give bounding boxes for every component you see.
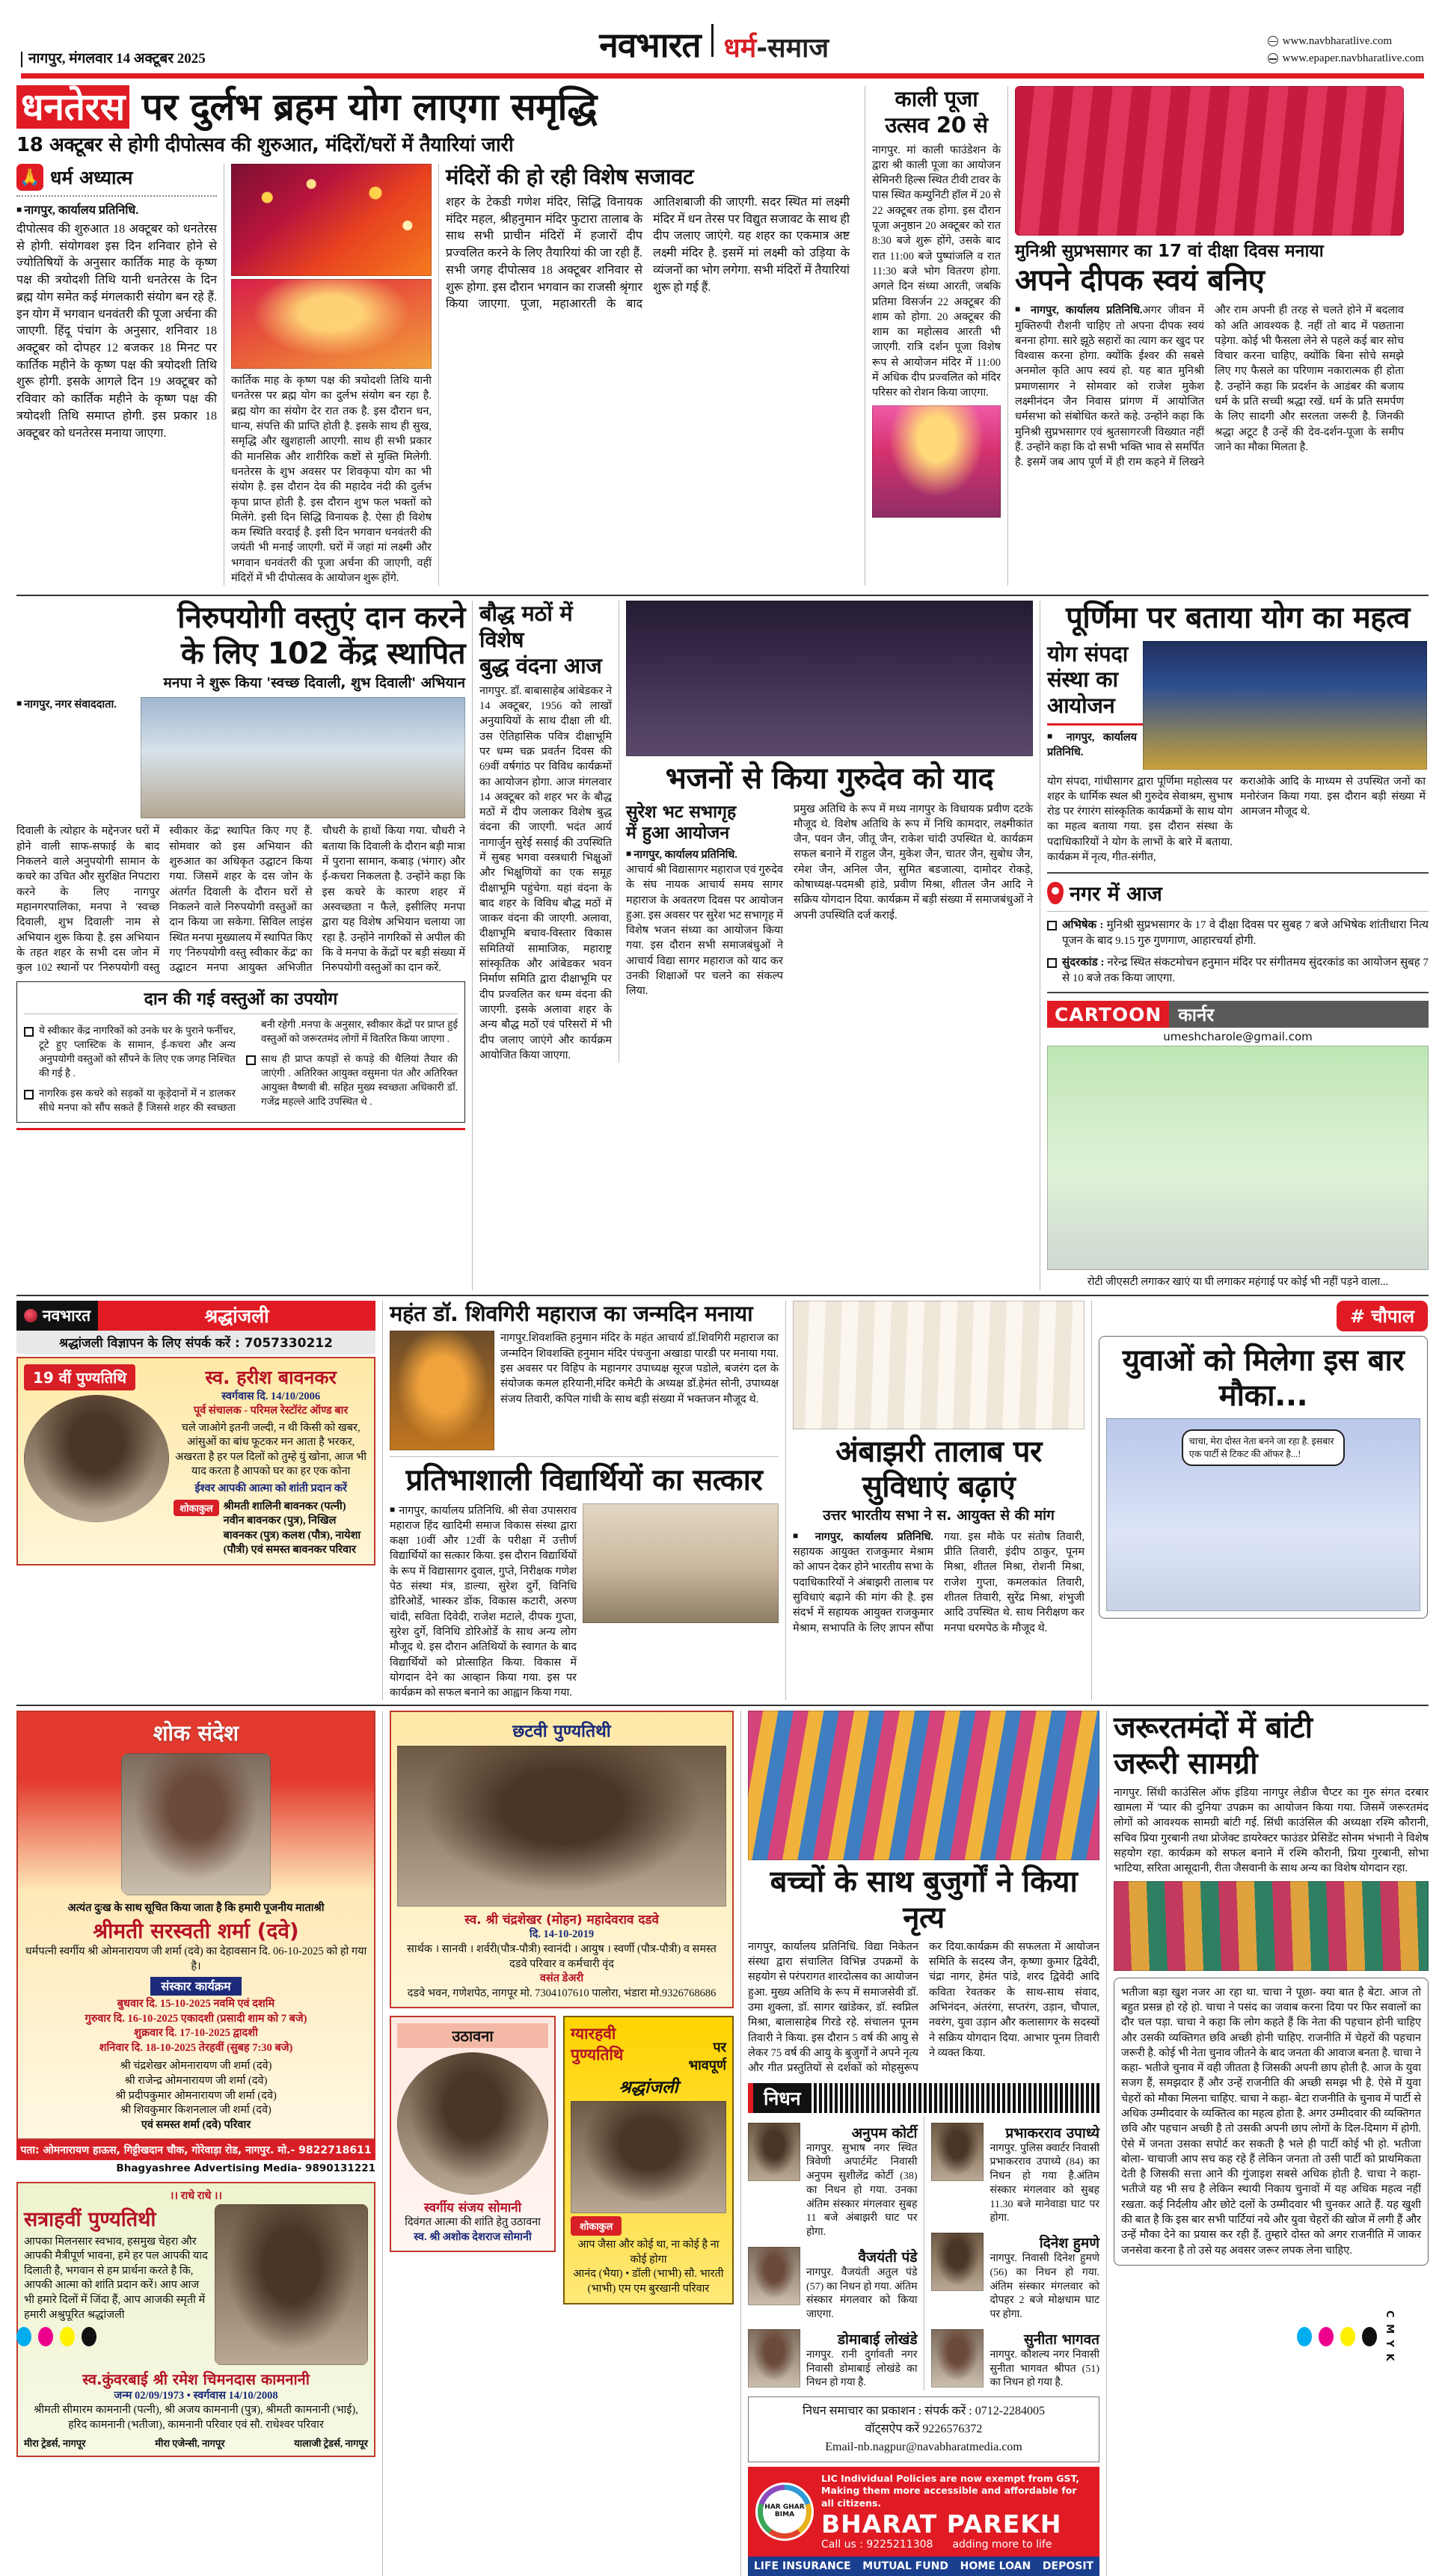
chaupal-block xyxy=(1099,1301,1428,1701)
deeksha-ceremony-photo xyxy=(1015,86,1404,236)
edition-date: नागपुर, मंगलवार 14 अक्टूबर 2025 xyxy=(21,52,206,67)
middle-column-block xyxy=(479,601,1033,1289)
bachchon-headline: बच्चों के साथ बुजुर्गों ने किया नृत्य xyxy=(770,1865,1078,1935)
checkbox-icon xyxy=(24,1027,34,1037)
uthavna-detail: स्व. श्री अशोक देशराज सोमानी xyxy=(414,2230,532,2243)
purnima-col-1 xyxy=(1047,641,1137,770)
nagar-list-item xyxy=(1047,918,1429,949)
memorial-ad-bawankar xyxy=(16,1357,375,1565)
bp-top-line: LIC Individual Policies are now exempt from GST, Making them more accessible and affordable for all citizens. xyxy=(821,2473,1080,2509)
donation-point-text: नागरिक इस कचरे को सड़कों या कूड़ेदानों में न डालकर सीधे मनपा को सौंप सकते हैं जिससे शहर की स्वच्छता बनी रहेगी .मनपा के अनुसार, स्वीकार केंद्रों पर प्राप्त हुई वस्तुओं को जरूरतमंद लोगों में वितरित किया जाएगा . xyxy=(39,1019,458,1113)
lead-body-1: दीपोत्सव की शुरुआत 18 अक्टूबर को धनतेरस से होगी. संयोगवश इस दिन शनिवार होने से ज्योतिषियों के अनुसार कार्तिक माह के कृष्ण पक्ष की त्रयोदशी तिथि यानी धनतेरस के दिन ब्रह्म योग समेत कई मंगलकारी संयोग बन रहे हैं. इन योग में भगवान धनवंतरी की पूजा अर्चना की जाएगी. हिंदू पंचांग के अनुसार, शनिवार 18 अक्टूबर को दोपहर 12 बजकर 18 मिनट पर कार्तिक महीने के कृष्ण पक्ष की त्रयोदशी तिथि शुरू होगी. इसके आगले दिन 19 अक्टूबर को रविवार को कार्तिक महीने के कृष्ण पक्ष की त्रयोदशी तिथि समाप्त होगी. इस प्रकार 18 अक्टूबर को धनतेरस मनाया जाएगा. xyxy=(16,222,217,440)
shivgiri-photo-wrap xyxy=(390,1331,494,1450)
deeksha-body xyxy=(1015,303,1404,470)
bauddh-headline-1: बौद्ध मठों में विशेष xyxy=(479,601,573,653)
satrahvi-footer-mid: मीरा एजेन्सी, नागपूर xyxy=(155,2438,225,2450)
bauddh-story xyxy=(479,601,612,1063)
lead-col-2 xyxy=(231,164,432,586)
zaroorat-headline-1: जरूरतमंदों में बांटी xyxy=(1114,1711,1313,1746)
chaupal-headline: युवाओं को मिलेगा इस बार मौका... xyxy=(1122,1343,1405,1413)
ambajhari-body-text: सहायक आयुक्त राजकुमार मेश्राम को आपन देकर होने भारतीय सभा के पदाधिकारियों ने अंबाझरी तालाब पर सुविधाएं बढ़ाने की मांग की है. इस संदर्भ में सहायक आयुक्त राजकुमार मेश्राम, सभापति के लिए ज्ञापन सौंपा गया. इस मौके पर संतोष तिवारी, प्रीति तिवारी, इंदीप ठाकुर, पूनम मिश्रा, शीतल मिश्रा, रोशनी मिश्रा, राजेश गुप्ता, कमलकांत तिवारी, शीतल तिवारी, सुरेंद्र मिश्रा, शंभुजी आदि उपस्थित थे. साथ निरीक्षण कर मनपा धरमपेठ के मौजूद थे. xyxy=(793,1530,1084,1634)
nidhan-contact-1: निधन समाचार का प्रकाशन : संपर्क करें : 0712-2284005 xyxy=(802,2405,1046,2417)
cartoon-corner xyxy=(1047,1001,1429,1289)
logo-navbharat: नवभारत xyxy=(599,25,701,65)
gyarahvi-ad xyxy=(563,2016,734,2304)
deeksha-body-text: अगर जीवन में मुक्तिरुपी रौशनी चाहिए तो अपना दीपक स्वयं बनना होगा. सारे झूठे सहारों का त्याग कर खुद पर विश्वास करना होगा. क्योंकि ईश्वर की सबसे अनमोल कृति आप स्वयं हो. यह बात मुनिश्री प्रमाणसागर ने सोमवार को राजेश मुकेश लक्ष्मीनंदन जैन निवास प्रांगण में आयोजित धर्मसभा को संबोधित करते कहे. उन्होंने कहा कि मुनिश्री सुप्रभसागर एवं श्रुतसागरजी विख्यात नहीं हैं. उन्होंने कहा कि दो सभी भक्ति भाव से समर्पित है. इसमें जब आप पूर्ण में ही राम कहने में लिखने और राम अपनी ही तरह से चलते होने में बदलाव को अति आवश्यक है. नहीं तो बाद में पछताना पड़ेगा. कोई भी फैसला लेने से पहले कई बार सोच विचार करना चाहिए, क्योंकि बिना सोचे समझे लिए गए फैसले का परिणाम नकारात्मक ही होता है. उन्होंने कहा कि प्रदर्शन के आडंबर की बजाय धर्म के प्रति सच्ची श्रद्धा रखें. धर्म के प्रति समर्पण के लिए सादगी और सरलता जरूरी है. जिनकी श्रद्धा अटूट है उन्हें की देव-दर्शन-पूजा के समीप जाने का मौका मिलता है. xyxy=(1015,304,1404,469)
yoga-group-photo xyxy=(1143,641,1427,770)
obituary-entry xyxy=(748,2123,917,2240)
epaper-url[interactable]: www.epaper.navbharatlive.com xyxy=(1282,52,1424,64)
purnima-body-left: योग संपदा, गांधीसागर द्वारा पूर्णिमा महोत्सव पर शहर के धार्मिक स्थल श्री गुरुदेव सेवाश्रम, सुभाष रोड पर रंगारंग सांस्कृतिक कार्यक्रमों के साथ योग का महत्व बताया गया. इस दौरान संस्था के पदाधिकारियों ने योग के लाभों के बारे में बताया. कार्यक्रम में नृत्य, गीत-संगीत, xyxy=(1047,775,1233,864)
right-column-block xyxy=(1047,601,1429,1289)
masthead-logo xyxy=(599,21,829,67)
cartoonist-email[interactable]: umeshcharole@gmail.com xyxy=(1163,1030,1313,1044)
shok-family: एवं समस्त शर्मा (दवे) परिवार xyxy=(141,2118,251,2131)
manpa-subhead: मनपा ने शुरू किया 'स्वच्छ दिवाली, शुभ दिवाली' अभियान xyxy=(163,674,465,691)
lead-subhead: 18 अक्टूबर से होगी दीपोत्सव की शुरुआत, मंदिरों/घरों में तैयारियां जारी xyxy=(16,134,514,156)
checkbox-icon xyxy=(1047,921,1057,930)
bharat-parekh-ad[interactable] xyxy=(748,2467,1099,2557)
bhajan-body-left: आचार्य श्री विद्यासागर महाराज एवं गुरुदेव के संघ नायक आचार्य समय सागर महाराज के अवतरण दिवस पर आयोजन हुआ. इस अवसर पर सुरेश भट सभागृह में विशेष भजन संध्या का आयोजन किया गया. इस दौरान सभी समाजबंधुओं ने आचार्य विद्या सागर महाराज को याद कर उनकी शिक्षाओं पर चलने का संकल्प लिया. xyxy=(626,863,783,998)
chaupal-body: भतीजा बड़ा खुश नजर आ रहा था. चाचा ने पूछा- क्या बात है बेटा. आज तो बहुत प्रसन्न हो रहे हो. चाचा ने पसंद का जवाब करना दिया पर फिर सवालों का दौर चल पड़ा. चाचा ने कहा कि लोग कहते हैं कि नेता की पहचान होनी चाहिए और उसकी व्यक्तिगत छवि अच्छी होनी चाहिए. राजनीति में चेहरों की पहचान जरूरी है. कोई भी नेता चुनाव जीतने के बाद जनता की आवाज बनता है. चाचा ने कहा- भतीजे चुनाव में वही जीतता है जिसकी अपनी छाप होती है. आज के युवा सजग हैं, समझदार हैं और उन्हें राजनीति की अच्छी समझ भी है. ऐसे में युवा चेहरों को मौका मिलना चाहिए. चाचा ने कहा- बेटा राजनीति के चुनाव में पार्टी से अधिक उम्मीदवार के व्यक्तित्व का महत्व होता है. अगर उम्मीदवार की व्यक्तिगत छवि और पहचान अच्छी है तो उसकी अपनी छाप लोगों के दिल-दिमाग में होगी. ऐसे में जनता उसका सपोर्ट कर सकती है भले ही पार्टी कोई भी हो. भतीजा बोला- चाचाजी आप सच कह रहे हैं लेकिन जनता तो उसी पार्टी को प्राथमिकता देती है जिसकी सत्ता आने की गुंजाइश सबसे अधिक होती है. चाचा ने कहा- भतीजे यह भी सच है लेकिन स्थायी निकाय चुनावों में यह अधिक महत्व नहीं रखता. कई निर्दलीय और छोटे दलों के उम्मीदवार भी चुनकर आते हैं. यह खुशी की बात है कि इस बार सभी पार्टियां नये और युवा चेहरों की खोज में लगी हैं और उन्हें मौका देने का प्रयास कर रही हैं. तुम्हारे दोस्त को अगर राजनीति में जाकर जनसेवा करना है तो उसे यह अवसर जरूर लपक लेना चाहिए. xyxy=(1121,1986,1421,2257)
cartoon-label-en: CARTOON xyxy=(1047,1001,1169,1028)
seal-text: HAR GHAR BIMA xyxy=(763,2490,806,2533)
donation-box-title: दान की गई वस्तुओं का उपयोग xyxy=(144,990,338,1010)
lead-story xyxy=(16,86,858,586)
bhajan-body-right: प्रमुख अतिथि के रूप में मध्य नागपुर के विधायक प्रवीण दटके मौजूद थे. विशेष अतिथि के रूप में निधि कामदार, लक्ष्मीकांत जैन, पवन जैन, जीतू जैन, राकेश चांदी उपस्थित थे. कार्यक्रम सफल बनाने में राहुल जैन, मुकेश जैन, चातर जैन, सुबोध जैन, रमेश जैन, अनिल जैन, सुमित बडजात्या, दामोदर रोकड़े, कोषाध्यक्ष-पदमश्री हांडे, प्रवीण मिश्रा, शीतल जैन आदि ने सक्रिय योगदान दिया. कार्यक्रम में बड़ी संख्या में समाजबंधुओं ने अपनी उपस्थिति दर्ज कराई. xyxy=(794,803,1033,921)
shok-box xyxy=(16,1711,375,2140)
obituary-text: नागपुर. वैजयंती अतुल पंडे (57) का निधन हो गया. अंतिम संस्कार मंगलवार को किया जाएगा. xyxy=(806,2266,918,2320)
diwali-lamps-photo xyxy=(231,164,432,276)
ambajhari-headline: अंबाझरी तालाब पर सुविधाएं बढ़ाएं xyxy=(835,1434,1042,1504)
chaupal-cartoon xyxy=(1106,1418,1420,1611)
top-section xyxy=(16,86,1429,586)
shok-son-1: श्री चंद्रशेखर ओमनारायण जी शर्मा (दवे) xyxy=(120,2060,272,2073)
donation-point xyxy=(24,1024,236,1081)
satrahvi-name: स्व.कुंवरबाई श्री रमेश चिमनदास कामनानी xyxy=(82,2370,310,2388)
shivgiri-body-wrap xyxy=(500,1331,779,1450)
ambajhari-kicker: उत्तर भारतीय सभा ने स. आयुक्त से की मांग xyxy=(823,1506,1055,1524)
manpa-headline-2: के लिए 102 केंद्र स्थापित xyxy=(180,636,465,671)
bhajan-subhead-2: में हुआ आयोजन xyxy=(626,823,730,843)
nagar-item-label: सुंदरकांड : xyxy=(1062,957,1105,969)
website-url[interactable]: www.navbharatlive.com xyxy=(1282,34,1393,47)
nidhan-contact-2: वॉट्सऐप करें 9226576372 xyxy=(865,2423,983,2435)
masthead-urls xyxy=(1268,33,1424,68)
checkbox-icon xyxy=(1047,958,1057,968)
obituary-photo xyxy=(748,2123,800,2181)
memorial-name: स्व. हरीश बावनकर xyxy=(205,1366,337,1388)
bp-service: LIFE INSURANCE xyxy=(753,2560,851,2572)
nidhan-contact-email[interactable]: Email-nb.nagpur@navabharatmedia.com xyxy=(825,2441,1022,2453)
obituary-photo xyxy=(931,2123,984,2181)
radhe-radhe: ।। राधे राधे ।। xyxy=(169,2190,223,2203)
nidhan-contact-box xyxy=(748,2396,1099,2462)
bp-tagline: adding more to life xyxy=(952,2538,1052,2551)
zaroorat-chaupal-column xyxy=(1114,1711,1429,2575)
black-dot xyxy=(82,2327,96,2346)
shraddhanjali-header xyxy=(16,1301,375,1331)
globe-icon xyxy=(1268,36,1278,46)
masthead xyxy=(16,0,1429,72)
purnima-byline-text: नागपुर, कार्यालय प्रतिनिधि. xyxy=(1047,731,1137,759)
deeksha-kicker: मुनिश्री सुप्रभसागर का 17 वां दीक्षा दिवस मनाया xyxy=(1015,242,1324,261)
gyarahvi-family: आनंद (भैया) • डॉली (भाभी) सौ. भारती (भाभी) एम एम बुरखानी परिवार xyxy=(573,2268,724,2295)
donation-point-text: साथ ही प्राप्त कपड़ों से कपड़े की थैलियां तैयार की जाएंगी . अतिरिक्त आयुक्त वसुमना पंत और अतिरिक्त आयुक्त वैष्णवी बी. सहित मुख्य स्वच्छता अधिकारी डॉ. गजेंद्र महल्ले आदि उपस्थित थे . xyxy=(261,1053,458,1107)
manpa-story xyxy=(16,601,465,1289)
gyarahvi-line-3: पर xyxy=(713,2040,726,2056)
obituary-name: दिनेश हुमणे xyxy=(1039,2235,1099,2251)
nagar-mein-aaj-box xyxy=(1047,872,1429,993)
location-pin-icon xyxy=(1047,882,1064,904)
manpa-byline-text: नागपुर, नगर संवाददाता. xyxy=(24,699,117,711)
magenta-dot xyxy=(1319,2327,1334,2346)
har-ghar-bima-seal xyxy=(755,2483,814,2541)
cmyk-dots-right xyxy=(1297,2310,1429,2363)
lead-byline xyxy=(16,203,217,220)
obituary-name: सुनीता भागवत xyxy=(1023,2331,1099,2348)
satrahvi-badge: सत्राहवीं पुण्यतिथी xyxy=(24,2207,156,2231)
pratibhashali-felicitation-photo xyxy=(583,1503,779,1623)
gyarahvi-line-1: ग्यारहवी xyxy=(571,2025,616,2043)
satrahvi-family: श्रीमती सीमारम कामनानी (पत्नी), श्री अजय कामनानी (पुत्र), श्रीमती कामनानी (भाई), हरिद कामनानी (भतीजा), कामनानी परिवार एवं सौ. राधेश्वर परिवार xyxy=(34,2404,358,2431)
cmyk-label: C M Y K xyxy=(1384,2310,1395,2363)
purnima-headline: पूर्णिमा पर बताया योग का महत्व xyxy=(1066,601,1410,636)
nidhan-header xyxy=(748,2083,1099,2113)
memorial-verse: चले जाओगे इतनी जल्दी, न थी किसी को खबर, आंसुओं का बांध फूटकर मन आता है भरकर, अखरता है हर पल दिलों को तुम्हे युं खोना, आज भी याद करता है आपको घर का हर एक कोना xyxy=(175,1421,367,1478)
purnima-body-left-wrap xyxy=(1047,774,1233,865)
memorial-date: स्वर्गवास दि. 14/10/2006 xyxy=(221,1390,321,1402)
shardotsav-photo xyxy=(748,1711,1099,1860)
checkbox-icon xyxy=(246,1055,256,1065)
obituary-name: डोमाबाई लोखंडे xyxy=(837,2331,918,2348)
kali-body: नागपुर. मां काली फाउंडेशन के द्वारा श्री काली पूजा का आयोजन सेमिनरी हिल्स स्थित टीवी टावर के पास स्थित कम्युनिटी हॉल में 20 से 22 अक्टूबर तक होगा. इस दौरान पूजा अनुष्ठान 20 अक्टूबर को रात 8:30 बजे शुरू होंगे, उसके बाद रात 11:00 बजे पुष्पांजलि व रात 11:30 बजे भोग वितरण होगा. अगले दिन संध्या आरती, जबकि प्रतिमा विसर्जन 22 अक्टूबर की शाम को होगा. 20 अक्टूबर की शाम का महोत्सव आरती भी जाएगी. रात्रि दर्शन पूजा विशेष रूप से आयोजन मंदिर में 11:00 में अधिक दीप प्रज्वलित को मंदिर परिसर को रोशन किया जाएगा. xyxy=(872,144,1001,399)
bauddh-body: नागपुर. डॉ. बाबासाहेब आंबेडकर ने 14 अक्टूबर, 1956 को लाखों अनुयायियों के साथ दीक्षा ली थी. उस ऐतिहासिक पवित्र दीक्षाभूमि पर धम्म चक्र प्रवर्तन दिवस की 69वीं वर्षगांठ पर विविध कार्यक्रमों का आयोजन होगा. आज मंगलवार 14 अक्टूबर को शहर भर के बौद्ध मठों में दीप जलाकर विशेष बुद्ध वंदना की जाएगी. भदंत आर्य नागार्जुन सुरेई ससाई की उपस्थिति में सुबह भगवा वस्त्रधारी भिक्षुओं और भिक्षुणियों का एक समूह दीक्षाभूमि पहुंचेगा. यहां वंदना के बाद शहर के विविध बौद्ध मठों में जाकर वंदना की जाएगी. अलावा, दीक्षाभूमि बचाव-विस्तार विकास समितियों सामाजिक, महाराष्ट्र सांस्कृतिक और आंबेडकर भवन निर्माण समिति द्वारा दीक्षाभूमि पर दीप प्रज्वलित कर धम्म वंदना की जाएगी. इसके अलावा शहर के अन्य बौद्ध मठों एवं परिसरों में भी दीप जलाए जाएंगे और कार्यक्रम आयोजित किया जाएगा. xyxy=(479,684,612,1061)
bp-service: MUTUAL FUND xyxy=(862,2560,948,2572)
lead-col-1 xyxy=(16,164,217,586)
mandir-headline: मंदिरों की हो रही विशेष सजावट xyxy=(446,164,694,190)
memorial-portrait xyxy=(24,1395,169,1522)
donation-point-text: ये स्वीकार केंद्र नागरिकों को उनके घर के पुराने फर्नीचर, टूटे हुए प्लास्टिक के सामान, ई-कचरा और अन्य अनुपयोगी वस्तुओं को सौंपने के लिए एक जगह निश्चित की गई है . xyxy=(39,1025,236,1079)
obituary-entry xyxy=(931,2123,1099,2227)
shivgiri-headline: महंत डॉ. शिवगिरी महाराज का जन्मदिन मनाया xyxy=(390,1300,753,1326)
bauddh-headline-2: बुद्ध वंदना आज xyxy=(479,652,602,678)
zaroorat-body: नागपुर. सिंधी काउंसिल ऑफ इंडिया नागपुर लेडीज चैप्टर का गुरु संगत दरबार खामला में 'प्यार की दुनिया' उपक्रम का आयोजन किया गया. जिसमें जरूरतमंद लोगों को आवश्यक सामग्री बांटी गई. सिंधी काउंसिल की अध्यक्षा रश्मि कौरानी, सचिव प्रिया गुरबानी तथा प्रोजेक्ट डायरेक्टर फाउंडर प्रेसिडेंट सोनम भंभानी ने विशेष सहयोग रहा. कार्यक्रम को सफल बनाने में रश्मि कौरानी, प्रिया गुरबानी, सोभा भाटिया, सरिता आसूदानी, रीता जैसवानी के साथ अन्य का विशेष योगदान रहा. xyxy=(1114,1786,1429,1875)
gyarahvi-script: श्रद्धांजली xyxy=(619,2078,678,2098)
lakshmi-idol-photo xyxy=(231,279,432,369)
pratibhashali-headline: प्रतिभाशाली विद्यार्थियों का सत्कार xyxy=(405,1463,763,1498)
bachchon-body: नागपुर, कार्यालय प्रतिनिधि. विद्या निकेतन संस्था द्वारा संचालित विभिन्न उपक्रमों के सहयोग से परंपरागत शारदोत्सव का आयोजन हुआ. मुख्य अतिथि के रूप में समाजसेवी डॉ. उमा शुक्ला, डॉ. सागर खांडेकर, डॉ. स्वप्निल मिश्रा, बालासाहेब गिरडे रहे. संचालन पूनम तिवारी ने किया. इस दौरान 5 वर्ष की आयु से लेकर 75 वर्ष की आयु के बुजुर्गों ने अपने नृत्य और गीत प्रस्तुतियों से दर्शकों को मोहसुरूप कर दिया.कार्यक्रम की सफलता में आयोजन समिति के सदस्य जैन, कृष्णा कुमार द्विवेदी, चंद्रा नागर, हेमंत पांडे, शरद द्विवेदी आदि कविता रेवतकर के साथ-साथ संवाद, अभिनंदन, अंतरंगा, सप्तरंग, उड़ान, चौपाल, नवरंग, युवा उड़ान और कलासागर के सदस्यों ने सक्रिय योगदान दिया. आभार पूनम तिवारी ने व्यक्त किया. xyxy=(748,1940,1099,2075)
gyarahvi-body: आप जैसा और कोई था, ना कोई है ना कोई होगा xyxy=(577,2239,720,2266)
globe-icon xyxy=(1268,53,1278,64)
bp-call: Call us : 9225211308 xyxy=(821,2538,933,2551)
shok-agency: Bhagyashree Advertising Media- 9890131221 xyxy=(116,2162,375,2175)
manpa-body: दिवाली के त्योहार के मद्देनजर घरों में होने वाली साफ-सफाई के बाद निकलने वाले अनुपयोगी सामान के कचरे का उचित और सुरक्षित निपटारा करने के लिए नागपुर महानगरपालिका, मनपा ने 'स्वच्छ दिवाली, शुभ दिवाली' नाम से अभियान शुरू किया है. इस अभियान के तहत शहर के सभी दस जोन में कुल 102 स्थानों पर 'निरुपयोगी वस्तु स्वीकार केंद्र' स्थापित किए गए हैं. सोमवार को इस अभियान की शुरुआत का अधिकृत उद्घाटन किया गया. जिसमें शहर के दस जोन के अंतर्गत दिवाली के दौरान घरों से निकलने वाले निरुपयोगी वस्तुओं का दान किया जा सकेगा. सिविल लाइंस स्थित मनपा मुख्यालय में स्थापित किए गए 'निरुपयोगी वस्तु स्वीकार केंद्र' का उद्घाटन मनपा आयुक्त अभिजीत चौधरी के हाथों किया गया. चौधरी ने बताया कि दिवाली के दौरान बड़ी मात्रा में पुराना सामान, कबाड़ (भंगार) और ई-कचरा निकलता है. उन्होंने कहा कि इस कचरे के कारण शहर में अस्वच्छता न फैले, इसीलिए मनपा द्वारा यह विशेष अभियान चलाया जा रहा है. उन्होंने नागरिकों से अपील की कि वे मनपा के केंद्रों पर बड़ी संख्या में निरुपयोगी वस्तुओं का दान करें. xyxy=(16,825,465,975)
lead-headline-highlight: धनतेरस xyxy=(16,85,129,129)
bhajan-subhead-1: सुरेश भट सभागृह xyxy=(626,802,737,822)
obituary-name: अनुपम कोर्टी xyxy=(851,2124,918,2141)
obituary-text: नागपुर. निवासी दिनेश हुमणे (56) का निधन हो गया. अंतिम संस्कार मंगलवार को दोपहर 2 बजे मोक्षधाम घाट पर होगा. xyxy=(990,2253,1099,2320)
second-section xyxy=(16,601,1429,1289)
lead-col-3 xyxy=(446,164,850,586)
zaroorat-distribution-photo xyxy=(1114,1881,1429,1971)
chhatvi-portrait xyxy=(397,1746,726,1907)
memorial-family: श्रीमती शालिनी बावनकर (पत्नी) नवीन बावनकर (पुत्र), निखिल बावनकर (पुत्र) कलश (पौत्र), नायेशा (पौत्री) एवं समस्त बावनकर परिवार xyxy=(223,1500,361,1557)
memorial-ads-column xyxy=(390,1711,734,2575)
obituary-photo xyxy=(748,2247,800,2305)
lead-headline-rest: पर दुर्लभ ब्रहम योग लाएगा समृद्धि xyxy=(129,85,597,129)
manpa-byline xyxy=(16,697,135,712)
nagar-item-text: नरेन्द्र स्थित संकटमोचन हनुमान मंदिर पर संगीतमय सुंदरकांड का आयोजन सुबह 7 से 10 बजे तक किया जाएगा. xyxy=(1062,957,1429,985)
shraddhanjali-title: श्रद्धांजली xyxy=(98,1301,375,1331)
pratibhashali-body: ■ नागपुर, कार्यालय प्रतिनिधि. श्री सेवा उपासराव महाराज हिंद खादिमी समाज विकास संस्था द्वारा कक्षा 10वीं और 12वीं के परीक्षा में उत्तीर्ण विद्यार्थियों का सत्कार किया. इस दौरान विद्यार्थियों के रूप में विद्यासागर दुवाल, गुप्ते, निरीक्षक गणेश पेठ संस्था मंत्र, डाल्या, सुरेश दुर्गे, विनिधि डोरिओर्डे, भास्कर डोंक, विकास कटारी, अरुण चांदी, सविता दिवेदी, राजेश मटाले, दीपक गुप्ता, सुरेश दुर्गे, विनिधि डोरिओर्डे के साथ अन्य लोग मौजूद थे. इस दौरान अतिथियों के स्वागत के बाद विद्यार्थियों को प्रोत्साहित किया. विकास में योगदान देने का आव्हान किया गया. इस पर कार्यक्रम को सफल बनाने का आह्वान किया गया. xyxy=(390,1503,577,1701)
masthead-rule xyxy=(21,73,1424,79)
chhatvi-address: दडवे भवन, गणेशपेठ, नागपूर मो. 7304107610 पालोरा, भंडारा मो.9326768686 xyxy=(407,1987,717,1999)
obituary-text: नागपुर. पुलिस क्वार्टर निवासी प्रभाकरराव उपाध्ये (84) का निधन हो गया है.अंतिम संस्कार मंगलवार को सुबह 11.30 बजे मानेवाडा घाट पर होगा. xyxy=(990,2142,1099,2224)
bhajan-story xyxy=(626,601,1033,1063)
bp-services-strip xyxy=(748,2557,1099,2576)
lead-byline-text: नागपुर, कार्यालय प्रतिनिधि. xyxy=(24,204,139,218)
bhajan-byline-text: नागपुर, कार्यालय प्रतिनिधि. xyxy=(633,848,737,861)
nidhan-stripes xyxy=(812,2083,1099,2113)
cartoon-caption: रोटी जीएसटी लगाकर खाएं या घी लगाकर महंगाई पर कोई भी नहीं पड़ने वाला... xyxy=(1087,1276,1389,1289)
nagar-title: नगर में आज xyxy=(1070,883,1162,907)
chaupal-tag: # चौपाल xyxy=(1337,1301,1428,1331)
ambajhari-body xyxy=(793,1530,1084,1636)
purnima-body-right: कराओके आदि के माध्यम से उपस्थित जनों का मनोरंजन किया गया. इस दौरान बड़ी संख्या में आमजन मौजूद थे. xyxy=(1240,775,1426,818)
shok-program-4: शनिवार दि. 18-10-2025 तेरहवीं (सुबह 7:30 बजे) xyxy=(99,2041,293,2054)
bhajan-col-2 xyxy=(794,802,1033,999)
logo-section xyxy=(724,28,829,65)
cyan-dot xyxy=(16,2327,31,2346)
shok-title: शोक संदेश xyxy=(153,1720,239,1747)
deeksha-headline: अपने दीपक स्वयं बनिए xyxy=(1015,263,1265,298)
shok-line-1: अत्यंत दुःख के साथ सूचित किया जाता है कि हमारी पूजनीय माताश्री xyxy=(67,1902,325,1915)
shok-program-2: गुरुवार दि. 16-10-2025 एकादशी (प्रसादी शाम को 7 बजे) xyxy=(85,2012,307,2025)
deeksha-byline: नागपुर, कार्यालय प्रतिनिधि. xyxy=(1031,304,1143,317)
memorial-blessing: ईश्वर आपकी आत्मा को शांती प्रदान करें xyxy=(194,1482,347,1494)
shraddhanjali-brand xyxy=(16,1301,98,1331)
nagar-list-item xyxy=(1047,955,1429,987)
shok-program-title: संस्कार कार्यक्रम xyxy=(150,1977,241,1996)
cartoon-header xyxy=(1047,1001,1429,1028)
bhajan-headline: भजनों से किया गुरुदेव को याद xyxy=(665,761,994,797)
lead-body-2: कार्तिक माह के कृष्ण पक्ष की त्रयोदशी तिथि यानी धनतेरस पर ब्रह्म योग का दुर्लभ संयोग बन रहा है. ब्रह्म योग का संयोग देर रात तक है. इस दौरान धन, धान्य, संपत्ति की प्राप्ति होती है. इसके साथ ही सुख, समृद्धि और खुशहाली आएगी. साथ ही सभी प्रकार की मानसिक और शारीरिक कष्टों से मुक्ति मिलेगी. धनतेरस के शुभ अवसर पर शिवकृपा योग का भी संयोग है. इस दौरान देव की महादेव नंदी की दुर्लभ कृपा प्राप्त होती है. इस दौरान शुभ फल भक्तों को मिलेंगे. इसी दिन सिद्धि विनायक है. ऐसा ही विशेष कम स्थिति वरदाई है. इसी दिन भगवान धनवंतरी की जयंती भी मनाई जाएगी. घरों में जहां मां लक्ष्मी और भगवान धनवंतरी की पूजा अर्चना की जाएगी, वहीं मंदिरों में भी दीपोत्सव के आयोजन शुरू होंगे. xyxy=(231,375,432,585)
shok-name: श्रीमती सरस्वती शर्मा (दवे) xyxy=(93,1919,299,1944)
obituary-name: प्रभाकरराव उपाध्ये xyxy=(1005,2124,1099,2141)
third-section xyxy=(16,1301,1429,1701)
nagar-header xyxy=(1047,879,1429,907)
purnima-body-right-wrap xyxy=(1240,774,1426,865)
bp-service: DEPOSIT xyxy=(1042,2560,1094,2572)
logo-section-red: धर्म xyxy=(723,33,757,64)
purnima-subhead: योग संपदा संस्था का आयोजन xyxy=(1047,640,1128,719)
kali-headline: काली पूजा उत्सव 20 से xyxy=(885,86,988,138)
cartoon-gst-illustration xyxy=(1047,1046,1429,1270)
obituary-text: नागपुर. रानी दुर्गावती नगर निवासी डोमाबाई लोखंडे का निधन हो गया है. xyxy=(806,2349,918,2389)
shok-son-3: श्री प्रदीपकुमार ओमनारायण जी शर्मा (दवे) xyxy=(115,2089,277,2102)
footer xyxy=(16,2310,1429,2363)
chaupal-speech-bubble: चाचा, मेरा दोस्त नेता बनने जा रहा है. इसबार एक पार्टी से टिकट की ऑफर है...! xyxy=(1182,1429,1345,1466)
shraddhanjali-contact: श्रद्धांजली विज्ञापन के लिए संपर्क करें : 7057330212 xyxy=(16,1331,375,1354)
fourth-section xyxy=(16,1711,1429,2575)
tag-underline xyxy=(16,195,217,197)
uthavna-title: उठावना xyxy=(397,2023,548,2048)
lead-headline xyxy=(16,86,858,129)
obituary-text: नागपुर. कौशल्य नगर निवासी सुनीता भागवत श्रीपत (51) का निधन हो गया है. xyxy=(990,2349,1099,2389)
logo-section-dark: -समाज xyxy=(756,33,829,64)
bp-service: HOME LOAN xyxy=(960,2560,1031,2572)
chaupal-tag-wrap xyxy=(1099,1301,1428,1331)
manpa-photo-wrap xyxy=(141,697,465,818)
shok-program-1: बुधवार दि. 15-10-2025 नवमि एवं दशमि xyxy=(117,1998,275,2011)
ambajhari-delegation-photo xyxy=(793,1301,1084,1429)
chaupal-box xyxy=(1099,1336,1428,1619)
black-dot xyxy=(1362,2327,1377,2346)
uthavna-portrait xyxy=(397,2052,548,2195)
section-tag-label: धर्म अध्यात्म xyxy=(50,167,133,189)
gyarahvi-portrait xyxy=(571,2101,726,2213)
shok-line-2: धर्मपत्नी स्वर्गीय श्री ओमनारायण जी शर्मा (दवे) का देहावसान दि. 06-10-2025 को हो गया है। xyxy=(25,1945,367,1972)
shok-son-4: श्री शिवकुमार किशनलाल जी शर्मा (दवे) xyxy=(120,2104,271,2117)
nagar-item-label: अभिषेक : xyxy=(1062,919,1104,932)
magenta-dot xyxy=(38,2327,53,2346)
nidhan-red-bar xyxy=(748,2083,753,2113)
obituary-name: वैजयंती पंडे xyxy=(858,2248,918,2266)
shok-program-3: शुक्रवार दि. 17-10-2025 द्वादशी xyxy=(134,2027,258,2040)
shraddhanjali-brand-text: नवभारत xyxy=(43,1306,91,1325)
satrahvi-verse: आपका मिलनसार स्वभाव, हसमुख चेहरा और आपकी मैत्रीपूर्ण भावना, हमे हर पल आपकी याद दिलाती है, भगवान से हम प्रार्थना करते है कि, आपकी आत्मा को शांति प्रदान करें। आप आज भी हमारे दिलों में जिंदा हैं, आप आजकी स्मृती में हमारी अश्रुपूरित श्रद्धांजली xyxy=(24,2235,208,2321)
gyarahvi-line-2: पुण्यतिथि xyxy=(571,2046,624,2064)
chhatvi-ad xyxy=(390,1711,734,2008)
bhajan-byline xyxy=(626,847,783,862)
bhajan-stage-photo xyxy=(626,601,1033,756)
obituary-photo xyxy=(931,2233,984,2291)
gyarahvi-shokakul: शोकाकुल xyxy=(571,2216,622,2236)
logo-divider xyxy=(711,24,714,57)
durga-idol-photo xyxy=(872,405,1001,518)
rose-icon xyxy=(24,1309,37,1322)
chhatvi-name: स्व. श्री चंद्रशेखर (मोहन) महादेवराव दडवे xyxy=(464,1913,659,1928)
uthavna-ad xyxy=(390,2016,556,2304)
donation-box xyxy=(16,981,465,1122)
satrahvi-dates: जन्म 02/09/1973 • स्वर्गवास 14/10/2008 xyxy=(114,2389,278,2402)
shokakul-tag: शोकाकुल xyxy=(174,1500,218,1516)
mandir-body: शहर के टेकडी गणेश मंदिर, सिद्धि विनायक मंदिर महल, श्रीहनुमान मंदिर फुटारा तालाब के साथ सभी प्राचीन मंदिरों में हजारों दीप प्रज्वलित करने के लिए तैयारियां की जा रही हैं. सभी जगह दीपोत्सव 18 अक्टूबर शनिवार से शुरू होगा. इस दौरान भगवान का राजसी श्रृंगार किया जाएगा. पूजा, महाआरती के बाद आतिशबाजी की जाएगी. सदर स्थित मां लक्ष्मी मंदिर में धन तेरस पर विद्युत सजावट के साथ ही दीप जलाए जाएंगे. यह शहर का एकमात्र अष्ट लक्ष्मी मंदिर है. इसमें मां लक्ष्मी को उड़िया के व्यंजनों का भोग लगेगा. सभी मंदिरों में तैयारियां शुरू हो गई हैं. xyxy=(446,195,850,311)
shivgiri-block xyxy=(390,1301,779,1701)
obituary-text: नागपुर. सुभाष नगर स्थित त्रिवेणी अपार्टमेंट निवासी अनुपम सुशीलेंद्र कोर्टी (38) का निधन हो गया. उनका अंतिम संस्कार मंगलवार सुबह 11 बजे अंबाझरी घाट पर होगा. xyxy=(806,2142,918,2238)
checkbox-icon xyxy=(24,1090,34,1100)
cyan-dot xyxy=(1297,2327,1312,2346)
bhajan-col-1 xyxy=(626,802,783,999)
satrahvi-footer-right: यालाजी ट्रेडर्स, नागपूर xyxy=(294,2438,368,2450)
chhatvi-badge: छटवी पुण्यतिथी xyxy=(512,1722,611,1742)
ambajhari-byline: नागपुर, कार्यालय प्रतिनिधि. xyxy=(814,1530,933,1543)
chaupal-text-box xyxy=(1114,1978,1429,2266)
url-row-2[interactable] xyxy=(1268,50,1424,67)
chhatvi-family: सार्थक । सानवी । शर्वरी(पौत्र-पौत्री) स्वानंदी । आयुष । स्वर्णी (पौत्र-पौत्री) व समस्त दडवे परिवार व कर्मचारी वृंद xyxy=(407,1943,717,1970)
uthavna-name: स्वर्गीय संजय सोमानी xyxy=(423,2201,521,2216)
pratibhashali-photo-wrap xyxy=(583,1503,779,1701)
url-row-1[interactable] xyxy=(1268,33,1424,50)
ambajhari-story xyxy=(793,1301,1084,1701)
shok-address: पता: ओमनारायण हाऊस, गिट्टीखदान चौक, गोरेवाड़ा रोड, नागपुर. मो.- 9822718611 xyxy=(16,2140,375,2160)
shivgiri-body: नागपुर.शिवशक्ति हनुमान मंदिर के महंत आचार्य डॉ.शिवगिरी महाराज का जन्मदिन शिवशक्ति हनुमान मंदिर पंचजुना अखाडा पारडी पर मनाया गया. इस अवसर पर विहिप के महानगर उपाध्यक्ष सूरज पडोले, बजरंग दल के संयोजक कमल हरियानी,मंदिर कमेटी के अध्यक्ष डॉ.हेमंत सोनी, उपाध्यक्ष संजय तिवारी, कपिल गांधी के साथ बड़ी संख्या में भक्तजन मौजूद थे. xyxy=(500,1332,779,1405)
memorial-left xyxy=(24,1364,169,1558)
obituary-entry xyxy=(931,2233,1099,2322)
zaroorat-headline-2: जरूरी सामग्री xyxy=(1114,1746,1258,1781)
purnima-photo-wrap xyxy=(1143,641,1427,770)
pratibhashali-body-wrap xyxy=(390,1503,577,1701)
memorial-role: पूर्व संचालक - परिमल रेस्टॉरंट ऑण्ड बार xyxy=(193,1405,349,1417)
shok-son-2: श्री राजेन्द्र ओमनारायण जी शर्मा (दवे) xyxy=(124,2074,268,2087)
memorial-right xyxy=(174,1364,368,1558)
manpa-inauguration-photo xyxy=(141,697,465,818)
uthavna-note: दिवंगत आत्मा की शांति हेतु उठावना xyxy=(405,2216,541,2229)
shraddhanjali-ad xyxy=(16,1301,375,1701)
purnima-byline xyxy=(1047,730,1137,761)
cartoon-label-hi: कार्नर xyxy=(1169,1001,1429,1028)
donation-point xyxy=(246,1052,458,1109)
cmyk-dots-left xyxy=(16,2327,96,2346)
satrahvi-footer-left: मीरा ट्रेडर्स, नागपूर xyxy=(24,2438,86,2450)
shivgiri-photo xyxy=(390,1331,494,1450)
bachchon-nidhan-column xyxy=(748,1711,1099,2575)
nagar-item-text: मुनिश्री सुप्रभसागर के 17 वे दीक्षा दिवस पर सुबह 7 बजे अभिषेक शांतीधारा नित्य पूजन के बाद 9.15 गुरु गुणगाण, आहारचर्या होगी. xyxy=(1062,919,1429,948)
yellow-dot xyxy=(1340,2327,1355,2346)
namaste-icon: 🙏 xyxy=(16,164,43,191)
nidhan-title: निधन xyxy=(764,2087,801,2109)
shok-portrait xyxy=(121,1753,271,1895)
bp-brand-name: BHARAT PAREKH xyxy=(821,2509,1062,2539)
section-tag-dharm xyxy=(16,164,217,191)
chhatvi-company: वसंत डेअरी xyxy=(539,1972,584,1985)
manpa-headline-1: निरुपयोगी वस्तुएं दान करने xyxy=(177,601,465,636)
memorial-badge: 19 वीं पुण्यतिथि xyxy=(24,1364,135,1390)
chhatvi-date: दि. 14-10-2019 xyxy=(529,1928,595,1941)
gyarahvi-line-4: भावपूर्ण xyxy=(688,2058,726,2074)
yellow-dot xyxy=(60,2327,75,2346)
deeksha-story xyxy=(1015,86,1404,586)
shok-sandesh-ad xyxy=(16,1711,375,2575)
manpa-col-1 xyxy=(16,697,135,818)
kali-puja-story xyxy=(872,86,1001,586)
